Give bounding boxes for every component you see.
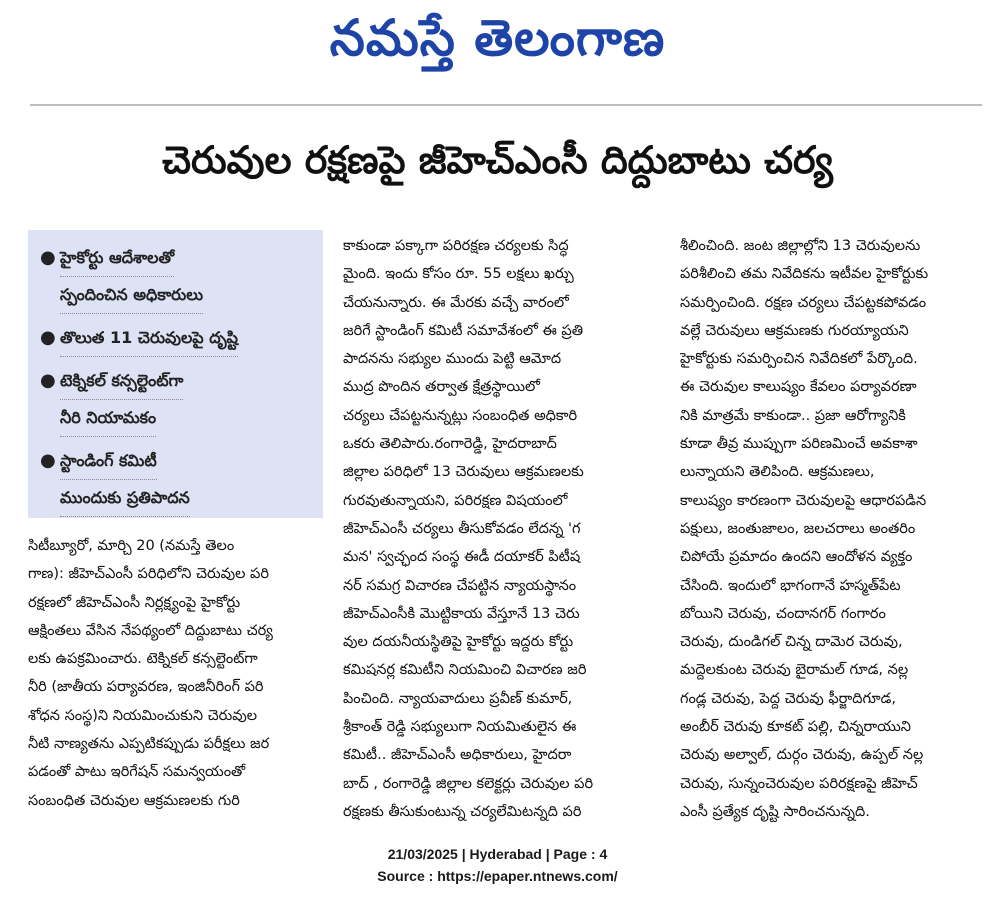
article-line: చేసింది. ఇందులో భాగంగానే హస్మత్‌పేట xyxy=(680,577,901,594)
article-line: వుల దయనీయస్థితిపై హైకోర్టు ఇద్దరు కోర్టు xyxy=(343,634,574,651)
article-line: జిల్లాల పరిధిలో 13 చెరువులు ఆక్రమణలకు xyxy=(343,464,584,481)
article-line: పించింది. న్యాయవాదులు ప్రవీణ్ కుమార్, xyxy=(343,690,573,707)
bullet-icon: ● xyxy=(40,370,56,391)
bullet-icon: ● xyxy=(40,450,56,471)
article-line: కూడా తీవ్ర ముప్పుగా పరిణమించే అవకాశా xyxy=(680,436,918,453)
article-line: నీరి (జాతీయ పర్యావరణ, ఇంజినీరింగ్ పరి xyxy=(28,679,264,696)
article-line: ఒకరు తెలిపారు.రంగారెడ్డి, హైదరాబాద్ xyxy=(343,436,557,453)
article-line: ఎంసీ ప్రత్యేక దృష్టి సారించనున్నది. xyxy=(680,803,870,820)
article-line: జీహెచ్‌ఎంసీ చర్యలు తీసుకోవడం లేదన్న 'గ xyxy=(343,520,581,537)
article-line: సిటీబ్యూరో, మార్చి 20 (నమస్తే తెలం xyxy=(28,538,235,554)
article-line: శీలించింది. జంట జిల్లాల్లోని 13 చెరువులను xyxy=(680,238,921,254)
article-line: లకు ఉపక్రమించారు. టెక్నికల్ కన్సల్టెంట్‌గా xyxy=(28,651,258,668)
highlights-box xyxy=(28,230,323,518)
article-line: వల్లే చెరువులు ఆక్రమణకు గురయ్యాయని xyxy=(680,322,909,339)
article-column-1 xyxy=(28,532,328,815)
article-line: ఈ చెరువుల కాలుష్యం కేవలం పర్యావరణా xyxy=(680,379,917,396)
highlight-item: ● తొలుత 11 చెరువులపై దృష్టి xyxy=(40,320,311,357)
article-line: హైకోర్టుకు సమర్పించిన నివేదికలో పేర్కొంది. xyxy=(680,351,918,368)
article-line: పరిశీలించి తమ నివేదికను ఇటీవల హైకోర్టుకు xyxy=(680,266,929,283)
article-line: ఆక్షింతలు వేసిన నేపథ్యంలో దిద్దుబాటు చర్య xyxy=(28,622,273,639)
article-line: చెరువు అల్వాల్, దుర్గం చెరువు, ఉప్పల్ నల్ల xyxy=(680,747,924,764)
article-line: నీటి నాణ్యతను ఎప్పటికప్పుడు పరీక్షలు జర xyxy=(28,736,270,753)
bullet-icon: ● xyxy=(40,327,56,348)
article-line: కమిటీ.. జీహెచ్‌ఎంసీ అధికారులు, హైదరా xyxy=(343,747,572,764)
article-line: ముద్ర పొందిన తర్వాత క్షేత్రస్థాయిలో xyxy=(343,379,540,396)
highlight-item: ● హైకోర్టు ఆదేశాలతో స్పందించిన అధికారులు xyxy=(40,240,311,314)
highlight-item: ● స్టాండింగ్ కమిటీ ముందుకు ప్రతిపాదన xyxy=(40,443,311,517)
article-line: మన' స్వచ్ఛంద సంస్థ ఈడీ దయాకర్ పిటీష xyxy=(343,549,581,566)
article-line: చేయనున్నారు. ఈ మేరకు వచ్చే వారంలో xyxy=(343,294,569,311)
article-line: గండ్ల చెరువు, పెద్ద చెరువు ఫీర్జాదిగూడ, xyxy=(680,690,896,707)
article-line: మైంది. ఇందు కోసం రూ. 55 లక్షలు ఖర్చు xyxy=(343,266,574,283)
article-line: కాకుండా పక్కాగా పరిరక్షణ చర్యలకు సిద్ధ xyxy=(343,238,569,254)
article-line: శోధన సంస్థ)ని నియమించుకుని చెరువుల xyxy=(28,707,258,724)
article-line: సంబంధిత చెరువుల ఆక్రమణలకు గురి xyxy=(28,792,240,809)
article-line: చిపోయే ప్రమాదం ఉందని ఆందోళన వ్యక్తం xyxy=(680,549,913,566)
article-line: బోయిని చెరువు, చందానగర్ గంగారం xyxy=(680,605,886,622)
article-line: లున్నాయని తెలిపింది. ఆక్రమణలు, xyxy=(680,464,875,481)
article-line: సమర్పించింది. రక్షణ చర్యలు చేపట్టకపోవడం xyxy=(680,294,927,311)
article-line: రక్షణకు తీసుకుంటున్న చర్యలేమిటన్నది పరి xyxy=(343,803,582,820)
article-line: చెరువు, సున్నంచెరువుల పరిరక్షణపై జీహెచ్ xyxy=(680,775,918,792)
article-line: నికి మాత్రమే కాకుండా.. ప్రజా ఆరోగ్యానికి xyxy=(680,407,906,424)
bullet-icon: ● xyxy=(40,247,56,268)
edition-info: 21/03/2025 | Hyderabad | Page : 4 xyxy=(387,846,608,862)
article-line: జీహెచ్‌ఎంసీకి మొట్టికాయ వేస్తూనే 13 చెరు xyxy=(343,605,580,622)
article-column-3 xyxy=(680,232,982,826)
article-line: రక్షణలో జీహెచ్‌ఎంసీ నిర్లక్ష్యంపై హైకోర్టు xyxy=(28,594,241,611)
masthead-divider xyxy=(30,104,982,106)
article-column-2 xyxy=(343,232,663,826)
article-line: చర్యలు చేపట్టనున్నట్లు సంబంధిత అధికారి xyxy=(343,407,578,424)
article-line: కమిషనర్ల కమిటీని నియమించి విచారణ జరి xyxy=(343,662,587,679)
article-line: పాదనను సభ్యుల ముందు పెట్టి ఆమోద xyxy=(343,351,562,368)
article-line: గురవుతున్నాయని, పరిరక్షణ విషయంలో xyxy=(343,492,568,509)
article-line: చెరువు, దుండిగల్ చిన్న దామెర చెరువు, xyxy=(680,634,903,651)
article-line: కాలుష్యం కారణంగా చెరువులపై ఆధారపడిన xyxy=(680,492,927,509)
newspaper-masthead: నమస్తే తెలంగాణ xyxy=(329,8,666,67)
article-line: అంబీర్ చెరువు కూకట్ పల్లి, చిన్నరాయుని xyxy=(680,719,911,736)
article-line: గాణ): జీహెచ్‌ఎంసీ పరిధిలోని చెరువుల పరి xyxy=(28,566,269,583)
article-line: జరిగే స్టాండింగ్ కమిటీ సమావేశంలో ఈ ప్రతి xyxy=(343,322,584,339)
highlight-item: ● టెక్నికల్ కన్సల్టెంట్‌గా నీరి నియామకం xyxy=(40,363,311,437)
article-line: మద్దెలకుంట చెరువు బైరామల్ గూడ, నల్ల xyxy=(680,662,909,679)
source-link[interactable]: Source : https://epaper.ntnews.com/ xyxy=(377,868,618,884)
article-line: పక్షులు, జంతుజాలం, జలచరాలు అంతరిం xyxy=(680,520,916,537)
article-line: బాద్ , రంగారెడ్డి జిల్లాల కలెక్టర్లు చెరువుల పరి xyxy=(343,775,594,792)
article-line: పడంతో పాటు ఇరిగేషన్ సమన్వయంతో xyxy=(28,764,246,781)
article-line: శ్రీకాంత్ రెడ్డి సభ్యులుగా నియమితులైన ఈ xyxy=(343,719,577,736)
article-headline: చెరువుల రక్షణపై జీహెచ్‌ఎంసీ దిద్దుబాటు చర్య xyxy=(162,138,833,182)
article-line: నర్ సమగ్ర విచారణ చేపట్టిన న్యాయస్థానం xyxy=(343,577,577,594)
